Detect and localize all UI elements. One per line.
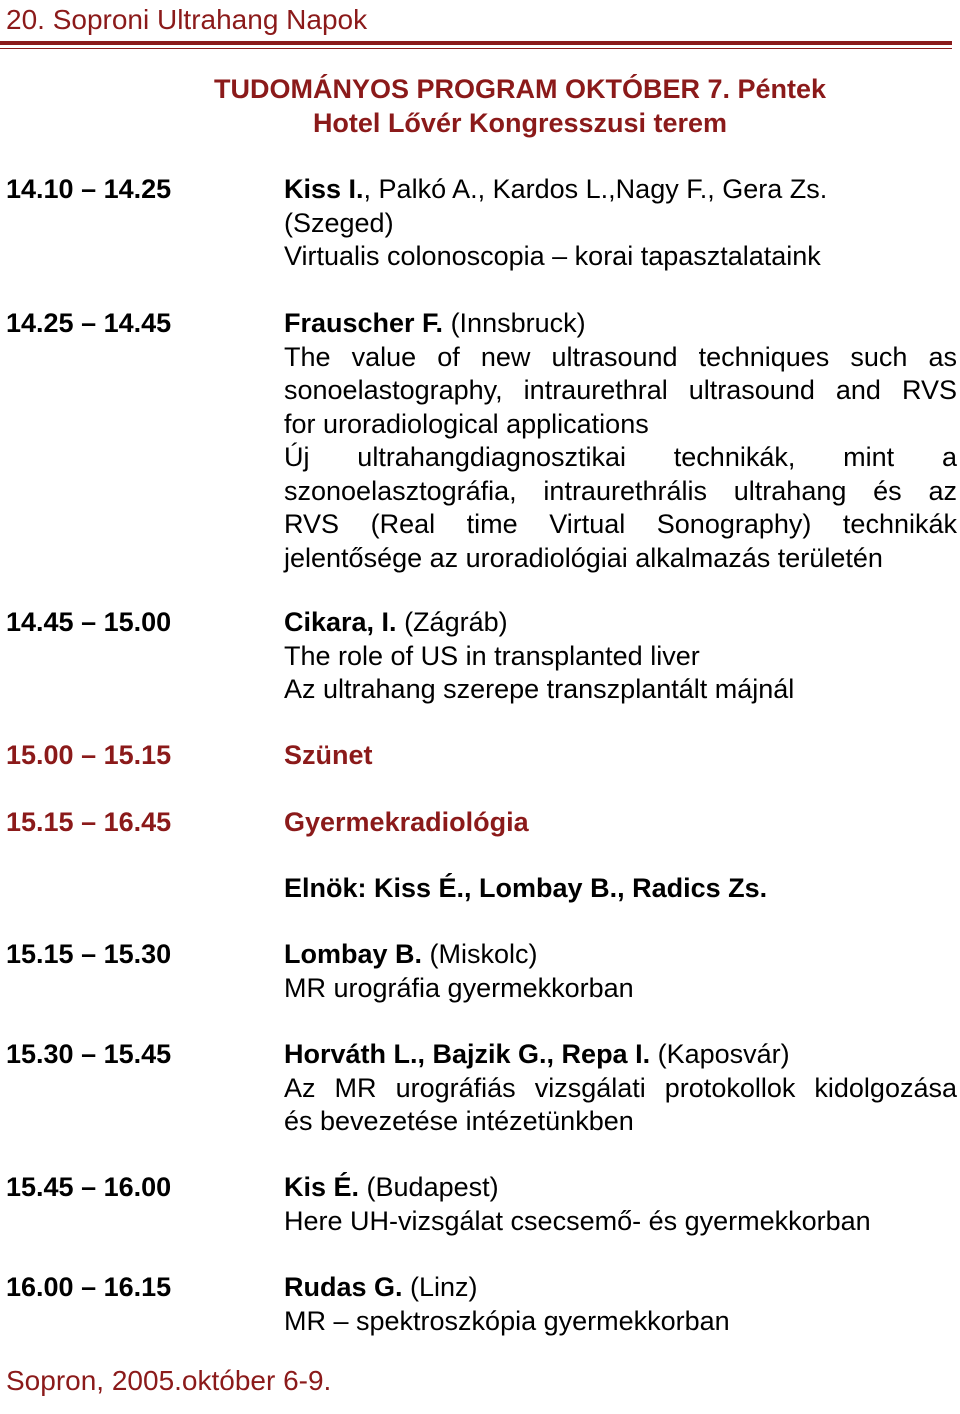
entry-author-bold: Rudas G. bbox=[284, 1272, 403, 1302]
entry-author-bold: Kis É. bbox=[284, 1172, 360, 1202]
entry-content bbox=[284, 1271, 957, 1338]
entry-time: 14.25 – 14.45 bbox=[6, 308, 172, 338]
entry-authors bbox=[284, 1171, 957, 1205]
entry-affiliation: (Zágráb) bbox=[396, 607, 508, 637]
entry-author-bold: Frauscher F. bbox=[284, 308, 444, 338]
entry-title-line: Új ultrahangdiagnosztikai technikák, mint a bbox=[284, 442, 957, 472]
entry-authors bbox=[284, 1038, 957, 1072]
program-heading bbox=[0, 72, 960, 140]
entry-authors bbox=[284, 173, 957, 207]
entry-affiliation: (Innsbruck) bbox=[443, 308, 586, 338]
entry-affiliation: (Kaposvár) bbox=[650, 1039, 790, 1069]
entry-author-bold: Lombay B. bbox=[284, 939, 423, 969]
section-title: Gyermekradiológia bbox=[284, 807, 529, 837]
header-rule-thin bbox=[0, 48, 952, 49]
entry-author-bold: Kiss I. bbox=[284, 174, 364, 204]
program-entry bbox=[0, 938, 960, 1005]
entry-content bbox=[284, 872, 957, 906]
entry-title-line: és bevezetése intézetünkben bbox=[284, 1106, 634, 1136]
entry-title: MR – spektroszkópia gyermekkorban bbox=[284, 1305, 730, 1336]
entry-title-line: sonoelastography, intraurethral ultrasound and RVS bbox=[284, 375, 957, 405]
entry-affiliation: (Budapest) bbox=[359, 1172, 499, 1202]
entry-title-line: szonoelasztográfia, intraurethrális ultrahang és az bbox=[284, 475, 957, 506]
entry-author-bold: Cikara, I. bbox=[284, 607, 397, 637]
entry-authors bbox=[284, 606, 957, 640]
entry-affiliation: (Szeged) bbox=[284, 207, 394, 238]
entry-title-en: The role of US in transplanted liver bbox=[284, 640, 700, 671]
entry-title-line: The value of new ultrasound techniques such as bbox=[284, 341, 957, 372]
entry-content bbox=[284, 606, 957, 707]
entry-authors bbox=[284, 938, 957, 972]
program-entry bbox=[0, 606, 960, 707]
header-title: 20. Soproni Ultrahang Napok bbox=[6, 4, 368, 35]
entry-content bbox=[284, 938, 957, 1005]
entry-content bbox=[284, 1038, 957, 1139]
entry-time: 15.45 – 16.00 bbox=[6, 1172, 172, 1202]
entry-time: 15.30 – 15.45 bbox=[6, 1039, 172, 1069]
program-heading-line2: Hotel Lővér Kongresszusi terem bbox=[312, 108, 728, 138]
program-entry bbox=[0, 1271, 960, 1338]
program-heading-line1: TUDOMÁNYOS PROGRAM OKTÓBER 7. Péntek bbox=[213, 74, 827, 104]
entry-authors bbox=[284, 307, 957, 341]
entry-author-bold: Horváth L., Bajzik G., Repa I. bbox=[284, 1039, 651, 1069]
entry-affiliation: (Miskolc) bbox=[422, 939, 538, 969]
program-entry bbox=[0, 307, 960, 575]
entry-time: 15.00 – 15.15 bbox=[6, 740, 172, 770]
break-label: Szünet bbox=[284, 740, 373, 770]
entry-content bbox=[284, 173, 957, 274]
entry-time: 14.45 – 15.00 bbox=[6, 607, 172, 637]
section-chair bbox=[0, 872, 960, 906]
footer-text: Sopron, 2005.október 6-9. bbox=[6, 1365, 332, 1396]
entry-title-line: for uroradiological applications bbox=[284, 408, 649, 439]
entry-time: 16.00 – 16.15 bbox=[6, 1272, 172, 1302]
entry-title-line: RVS (Real time Virtual Sonography) technikák bbox=[284, 509, 957, 539]
entry-content bbox=[284, 806, 957, 840]
program-entry bbox=[0, 1171, 960, 1238]
entry-content bbox=[284, 1171, 957, 1238]
entry-title-line: Az MR urográfiás vizsgálati protokollok kidolgozása bbox=[284, 1072, 957, 1103]
break-entry bbox=[0, 739, 960, 773]
entry-content bbox=[284, 739, 957, 773]
entry-affiliation: (Linz) bbox=[402, 1272, 478, 1302]
program-entry bbox=[0, 173, 960, 274]
entry-title: MR urográfia gyermekkorban bbox=[284, 972, 634, 1003]
entry-title-hu: Az ultrahang szerepe transzplantált májnál bbox=[284, 674, 795, 704]
entry-time: 15.15 – 16.45 bbox=[6, 807, 172, 837]
section-chair-text: Elnök: Kiss É., Lombay B., Radics Zs. bbox=[284, 873, 768, 903]
entry-title: Virtualis colonoscopia – korai tapasztalataink bbox=[284, 241, 821, 271]
program-entry bbox=[0, 1038, 960, 1139]
entry-authors bbox=[284, 1271, 957, 1305]
header-rule-thick bbox=[0, 41, 952, 45]
entry-title-line: jelentősége az uroradiológiai alkalmazás területén bbox=[284, 542, 883, 573]
entry-time: 15.15 – 15.30 bbox=[6, 939, 172, 969]
entry-content bbox=[284, 307, 957, 575]
section-entry bbox=[0, 806, 960, 840]
entry-time: 14.10 – 14.25 bbox=[6, 174, 172, 204]
entry-author-rest: , Palkó A., Kardos L.,Nagy F., Gera Zs. bbox=[363, 174, 828, 204]
entry-title: Here UH-vizsgálat csecsemő- és gyermekkorban bbox=[284, 1205, 871, 1236]
